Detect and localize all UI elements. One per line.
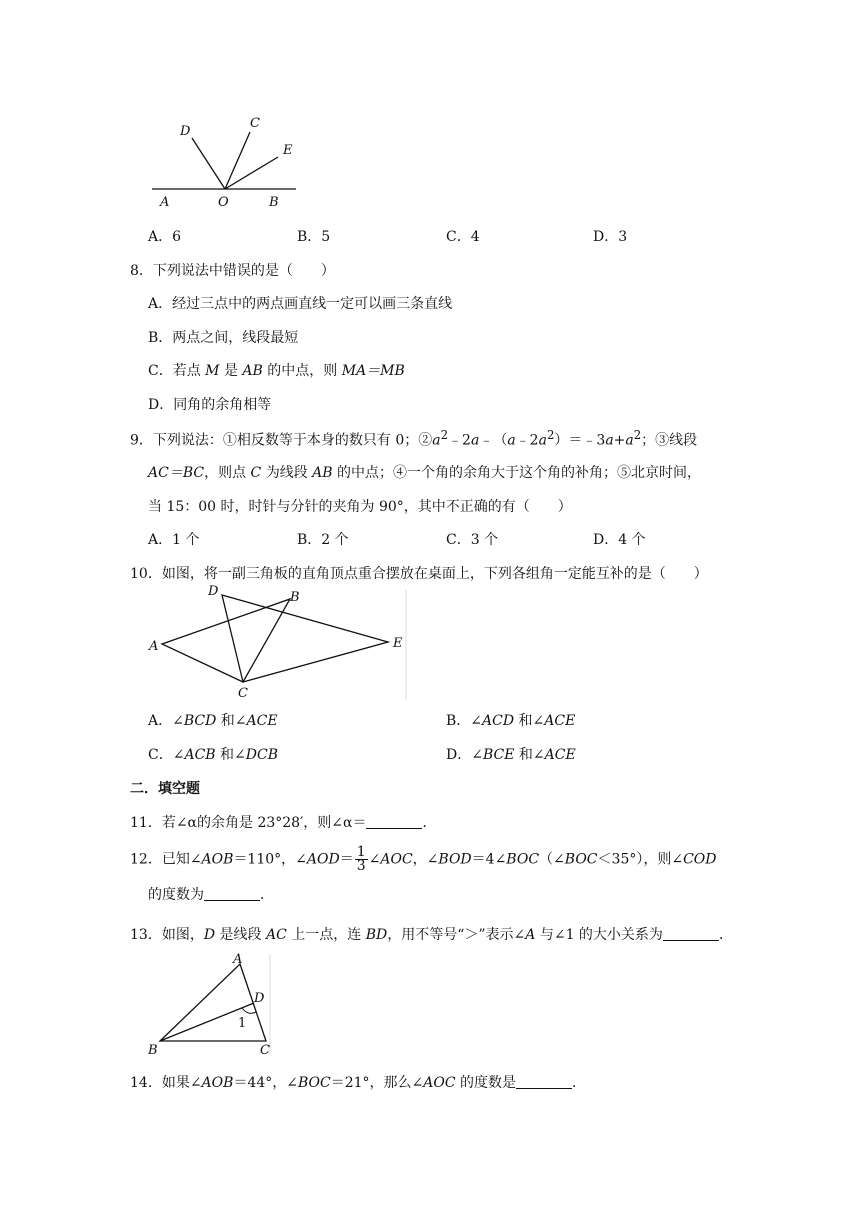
label-e: E	[393, 636, 403, 651]
label-angle-1: 1	[238, 1016, 247, 1031]
q9-line-1: 9．下列说法：①相反数等于本身的数只有 0；$②a^2﹣2a﹣(a﹣2a^2)=﹣3a+a^2$；③线段	[130, 428, 698, 449]
fraction: $\frac{1}{3}$	[356, 844, 366, 874]
label-b: B	[148, 1043, 158, 1058]
label-a: A	[160, 195, 170, 210]
q9-line-2: AC＝BC，则点 C 为线段 AB 的中点；④一个角的余角大于这个角的补角；⑤北京时间，	[148, 465, 702, 481]
answer-blank	[663, 926, 719, 941]
label-c: C	[238, 686, 248, 701]
label-d: D	[180, 124, 191, 139]
q8-option-b: B．两点之间，线段最短	[148, 330, 299, 346]
label-a: A	[149, 639, 159, 654]
figure-q10	[146, 582, 416, 704]
q9-option-c: C．3 个	[446, 532, 499, 548]
label-c: C	[250, 116, 260, 131]
q13: 13．如图，D 是线段 AC 上一点，连 BD，用不等号“＞”表示∠A 与∠1 的大小关系为 ．	[130, 927, 733, 943]
answer-blank	[366, 814, 422, 829]
q7-option-b: B．5	[297, 229, 331, 245]
q14: 14．如果∠AOB＝44°，∠BOC＝21°，那么∠AOC 的度数是 ．	[130, 1075, 587, 1091]
q12-line-2: 的度数为 ．	[148, 887, 274, 903]
q9-line-3: 当 15：00 时，时针与分针的夹角为 90°，其中不正确的有（ ）	[148, 499, 572, 515]
q9-option-d: D．4 个	[593, 532, 646, 548]
q7-option-c: C．4	[446, 229, 480, 245]
q8-option-c: C．若点 M 是 AB 的中点，则 MA＝MB	[148, 363, 405, 379]
label-d: D	[254, 991, 265, 1006]
q9-option-b: B．2 个	[297, 532, 349, 548]
section-title: 二．填空题	[130, 781, 200, 797]
figure-q13	[146, 950, 276, 1060]
q9-option-a: A．1 个	[148, 532, 200, 548]
answer-blank	[204, 886, 260, 901]
q11: 11．若∠α的余角是 23°28′，则∠α＝ ．	[130, 815, 437, 831]
answer-blank	[516, 1074, 572, 1089]
q8-stem: 8．下列说法中错误的是（ ）	[130, 263, 335, 279]
q8-option-a: A．经过三点中的两点画直线一定可以画三条直线	[148, 296, 453, 312]
label-d: D	[208, 584, 219, 599]
q8-option-d: D．同角的余角相等	[148, 397, 272, 413]
label-o: O	[218, 195, 229, 210]
figure-q7	[150, 110, 300, 210]
q10-option-a: A．∠BCD 和∠ACE	[148, 713, 278, 729]
label-a: A	[233, 952, 243, 967]
label-e: E	[283, 143, 293, 158]
q7-option-a: A．6	[148, 229, 182, 245]
q10-option-d: D．∠BCE 和∠ACE	[446, 747, 576, 763]
q10-stem: 10．如图，将一副三角板的直角顶点重合摆放在桌面上，下列各组角一定能互补的是（ ）	[130, 566, 708, 582]
q7-option-d: D．3	[593, 229, 628, 245]
label-c: C	[260, 1043, 270, 1058]
q10-option-b: B．∠ACD 和∠ACE	[446, 713, 576, 729]
q10-option-c: C．∠ACB 和∠DCB	[148, 747, 278, 763]
label-b: B	[290, 590, 300, 605]
q12-line-1: 12．已知∠AOB＝110°，∠AOD＝ $\frac{1}{3}$ ∠AOC，∠BOD＝4∠BOC（∠BOC＜35°），则∠COD	[130, 844, 717, 874]
label-b: B	[269, 195, 279, 210]
